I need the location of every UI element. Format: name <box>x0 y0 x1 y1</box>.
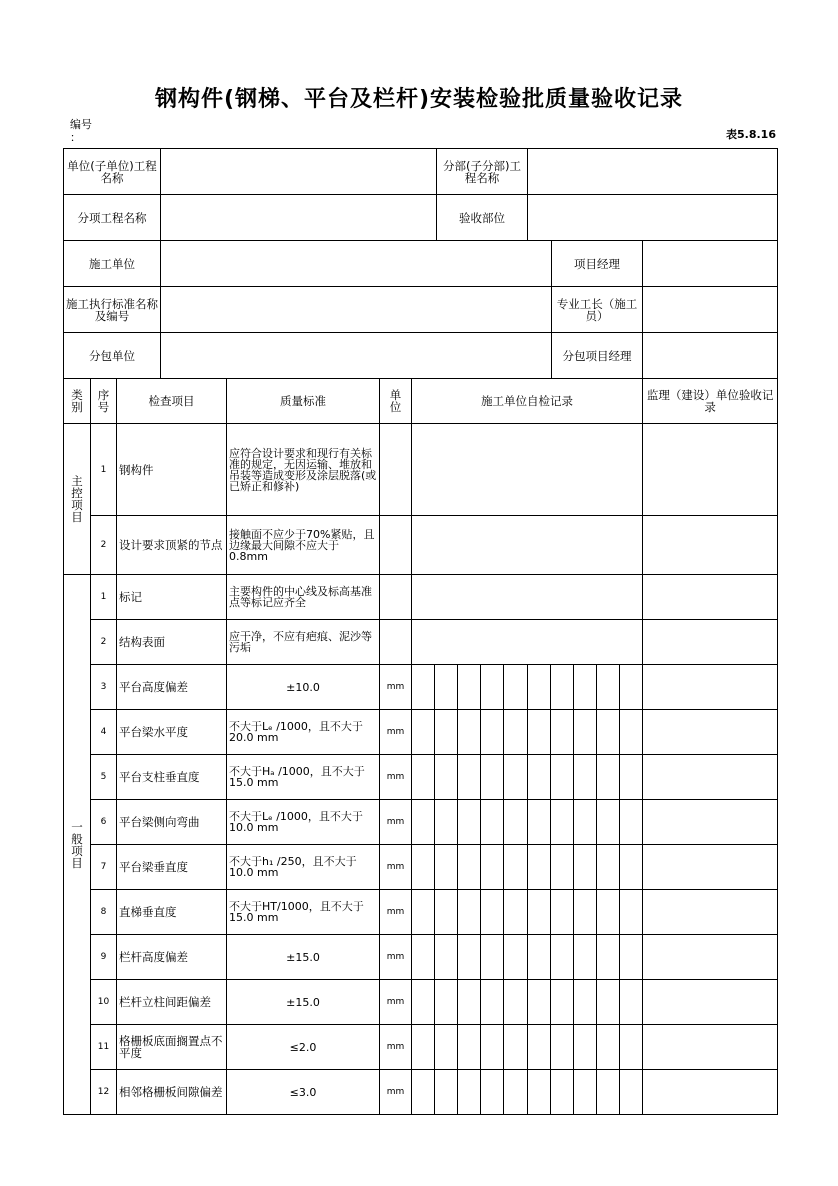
self-check-cell[interactable] <box>620 1070 643 1115</box>
foreman-field[interactable] <box>643 287 778 333</box>
supervision-cell[interactable] <box>643 1070 778 1115</box>
sub-item-field[interactable] <box>161 195 437 241</box>
acceptance-part-label: 验收部位 <box>437 195 528 241</box>
self-check-cell[interactable] <box>574 665 597 710</box>
row-number: 1 <box>91 575 117 620</box>
row-number: 6 <box>91 800 117 845</box>
page-title: 钢构件(钢梯、平台及栏杆)安装检验批质量验收记录 <box>154 87 684 112</box>
self-check-cell[interactable] <box>551 1070 574 1115</box>
self-check-cell[interactable] <box>597 890 620 935</box>
check-item: 设计要求顶紧的节点 <box>117 516 227 575</box>
category-header-text: 类别 <box>71 388 83 414</box>
self-check-cell[interactable] <box>504 755 528 800</box>
self-check-cell[interactable] <box>551 935 574 980</box>
unit-cell <box>380 575 412 620</box>
self-check-cell[interactable] <box>481 710 504 755</box>
row-number: 8 <box>91 890 117 935</box>
standard-label: 施工执行标准名称及编号 <box>64 287 161 333</box>
check-item: 直梯垂直度 <box>117 890 227 935</box>
self-check-cell[interactable] <box>458 845 481 890</box>
self-check-cell[interactable] <box>435 665 458 710</box>
self-check-cell[interactable] <box>574 710 597 755</box>
self-check-cell[interactable] <box>481 800 504 845</box>
self-check-cell[interactable] <box>412 516 643 575</box>
supervision-cell[interactable] <box>643 800 778 845</box>
row-number: 12 <box>91 1070 117 1115</box>
check-item: 平台支柱垂直度 <box>117 755 227 800</box>
unit-header <box>380 379 412 424</box>
self-check-cell[interactable] <box>574 755 597 800</box>
unit-cell: mm <box>380 710 412 755</box>
quality-standard: 应干净，不应有疤痕、泥沙等污垢 <box>227 620 380 665</box>
check-item: 栏杆高度偏差 <box>117 935 227 980</box>
self-check-cell[interactable] <box>574 800 597 845</box>
table-row <box>64 1025 778 1070</box>
code-colon: ： <box>70 131 81 144</box>
self-check-cell[interactable] <box>435 755 458 800</box>
self-check-cell[interactable] <box>458 980 481 1025</box>
self-check-cell[interactable] <box>528 1070 551 1115</box>
table-row <box>64 755 778 800</box>
table-row <box>64 665 778 710</box>
sub-manager-label: 分包项目经理 <box>552 333 643 379</box>
self-check-cell[interactable] <box>620 935 643 980</box>
self-check-cell[interactable] <box>481 1025 504 1070</box>
acceptance-part-field[interactable] <box>528 195 778 241</box>
unit-cell: mm <box>380 980 412 1025</box>
self-check-cell[interactable] <box>435 980 458 1025</box>
self-check-cell[interactable] <box>597 845 620 890</box>
self-check-cell[interactable] <box>574 980 597 1025</box>
self-check-cell[interactable] <box>528 1025 551 1070</box>
check-item: 钢构件 <box>117 424 227 516</box>
self-check-cell[interactable] <box>435 800 458 845</box>
quality-standard: 主要构件的中心线及标高基准点等标记应齐全 <box>227 575 380 620</box>
self-check-cell[interactable] <box>435 710 458 755</box>
supervision-cell[interactable] <box>643 845 778 890</box>
unit-cell <box>380 424 412 516</box>
quality-standard: ±15.0 <box>227 980 380 1025</box>
self-check-cell[interactable] <box>597 1070 620 1115</box>
self-check-cell[interactable] <box>435 935 458 980</box>
self-check-cell[interactable] <box>458 710 481 755</box>
self-check-cell[interactable] <box>574 845 597 890</box>
row-number: 11 <box>91 1025 117 1070</box>
row-number: 4 <box>91 710 117 755</box>
check-item: 平台梁侧向弯曲 <box>117 800 227 845</box>
contractor-label: 施工单位 <box>64 241 161 287</box>
supervision-cell[interactable] <box>643 935 778 980</box>
quality-standard: 不大于Lₑ /1000，且不大于10.0 mm <box>227 800 380 845</box>
table-row <box>64 710 778 755</box>
self-check-cell[interactable] <box>620 845 643 890</box>
self-check-cell[interactable] <box>597 665 620 710</box>
self-check-cell[interactable] <box>620 980 643 1025</box>
self-check-cell[interactable] <box>504 890 528 935</box>
project-manager-label: 项目经理 <box>552 241 643 287</box>
self-check-cell[interactable] <box>551 755 574 800</box>
table-row <box>64 890 778 935</box>
self-check-cell[interactable] <box>574 1070 597 1115</box>
self-check-cell[interactable] <box>435 890 458 935</box>
self-check-cell[interactable] <box>458 1070 481 1115</box>
table-number: 表5.8.16 <box>726 128 776 141</box>
contractor-field[interactable] <box>161 241 552 287</box>
self-check-cell[interactable] <box>481 755 504 800</box>
self-check-cell[interactable] <box>574 1025 597 1070</box>
self-check-cell[interactable] <box>597 935 620 980</box>
self-check-cell[interactable] <box>412 845 435 890</box>
unit-cell: mm <box>380 935 412 980</box>
table-row <box>64 800 778 845</box>
self-check-cell[interactable] <box>504 800 528 845</box>
supervision-cell[interactable] <box>643 710 778 755</box>
self-check-cell[interactable] <box>528 710 551 755</box>
column-header-row <box>64 379 778 424</box>
table-row <box>64 845 778 890</box>
self-check-cell[interactable] <box>597 755 620 800</box>
supervision-cell[interactable] <box>643 980 778 1025</box>
self-check-cell[interactable] <box>412 935 435 980</box>
self-check-cell[interactable] <box>435 845 458 890</box>
standard-header: 质量标准 <box>227 379 380 424</box>
table-row <box>64 1070 778 1115</box>
unit-project-label: 单位(子单位)工程名称 <box>64 149 161 195</box>
unit-cell: mm <box>380 1070 412 1115</box>
unit-project-field[interactable] <box>161 149 437 195</box>
self-check-cell[interactable] <box>412 890 435 935</box>
project-manager-field[interactable] <box>643 241 778 287</box>
unit-cell: mm <box>380 800 412 845</box>
self-check-cell[interactable] <box>551 1025 574 1070</box>
self-check-cell[interactable] <box>504 665 528 710</box>
self-check-cell[interactable] <box>412 1025 435 1070</box>
check-item: 栏杆立柱间距偏差 <box>117 980 227 1025</box>
division-field[interactable] <box>528 149 778 195</box>
self-check-cell[interactable] <box>528 845 551 890</box>
unit-cell <box>380 516 412 575</box>
self-check-cell[interactable] <box>551 845 574 890</box>
self-check-cell[interactable] <box>435 1025 458 1070</box>
self-check-cell[interactable] <box>504 710 528 755</box>
quality-standard: ±15.0 <box>227 935 380 980</box>
self-check-cell[interactable] <box>412 755 435 800</box>
table-row <box>64 575 778 620</box>
subcontractor-field[interactable] <box>161 333 552 379</box>
main-category-label: 主控项目 <box>71 474 83 524</box>
self-check-cell[interactable] <box>412 800 435 845</box>
no-header <box>91 379 117 424</box>
self-check-cell[interactable] <box>574 890 597 935</box>
project-info-table <box>63 148 778 379</box>
self-check-cell[interactable] <box>528 800 551 845</box>
check-item: 平台高度偏差 <box>117 665 227 710</box>
self-check-cell[interactable] <box>412 710 435 755</box>
table-row <box>64 424 778 516</box>
main-category-cell <box>64 424 91 575</box>
self-check-cell[interactable] <box>528 935 551 980</box>
self-check-cell[interactable] <box>504 1070 528 1115</box>
self-check-cell[interactable] <box>412 620 643 665</box>
row-number: 1 <box>91 424 117 516</box>
unit-cell: mm <box>380 665 412 710</box>
supervision-cell[interactable] <box>643 620 778 665</box>
self-check-cell[interactable] <box>528 890 551 935</box>
self-check-cell[interactable] <box>597 1025 620 1070</box>
self-check-cell[interactable] <box>620 1025 643 1070</box>
self-check-cell[interactable] <box>504 1025 528 1070</box>
self-check-cell[interactable] <box>481 665 504 710</box>
row-number: 2 <box>91 620 117 665</box>
self-check-cell[interactable] <box>458 665 481 710</box>
foreman-label: 专业工长（施工员） <box>552 287 643 333</box>
supervision-cell[interactable] <box>643 424 778 516</box>
no-header-text: 序号 <box>97 388 110 414</box>
unit-cell <box>380 620 412 665</box>
quality-standard: ≤2.0 <box>227 1025 380 1070</box>
supervision-header: 监理（建设）单位验收记录 <box>643 379 778 424</box>
quality-standard: ≤3.0 <box>227 1070 380 1115</box>
unit-cell: mm <box>380 755 412 800</box>
self-check-cell[interactable] <box>504 935 528 980</box>
self-check-cell[interactable] <box>620 800 643 845</box>
unit-cell: mm <box>380 890 412 935</box>
self-check-cell[interactable] <box>574 935 597 980</box>
table-row <box>64 980 778 1025</box>
quality-standard: 不大于Lₑ /1000，且不大于20.0 mm <box>227 710 380 755</box>
self-check-cell[interactable] <box>551 665 574 710</box>
self-check-cell[interactable] <box>551 980 574 1025</box>
supervision-cell[interactable] <box>643 890 778 935</box>
self-check-cell[interactable] <box>528 665 551 710</box>
table-row <box>64 935 778 980</box>
row-number: 2 <box>91 516 117 575</box>
self-check-cell[interactable] <box>551 800 574 845</box>
self-check-header: 施工单位自检记录 <box>412 379 643 424</box>
unit-cell: mm <box>380 845 412 890</box>
quality-standard: 不大于h₁ /250，且不大于10.0 mm <box>227 845 380 890</box>
subcontractor-label: 分包单位 <box>64 333 161 379</box>
check-item: 平台梁垂直度 <box>117 845 227 890</box>
self-check-cell[interactable] <box>481 890 504 935</box>
self-check-cell[interactable] <box>597 800 620 845</box>
supervision-cell[interactable] <box>643 755 778 800</box>
table-row <box>64 620 778 665</box>
self-check-cell[interactable] <box>551 890 574 935</box>
row-number: 9 <box>91 935 117 980</box>
self-check-cell[interactable] <box>481 980 504 1025</box>
check-item: 标记 <box>117 575 227 620</box>
category-header <box>64 379 91 424</box>
self-check-cell[interactable] <box>551 710 574 755</box>
quality-standard: 不大于Hₐ /1000，且不大于15.0 mm <box>227 755 380 800</box>
self-check-cell[interactable] <box>458 1025 481 1070</box>
row-number: 5 <box>91 755 117 800</box>
supervision-cell[interactable] <box>643 575 778 620</box>
self-check-cell[interactable] <box>412 575 643 620</box>
self-check-cell[interactable] <box>481 845 504 890</box>
self-check-cell[interactable] <box>435 1070 458 1115</box>
check-item: 相邻格栅板间隙偏差 <box>117 1070 227 1115</box>
self-check-cell[interactable] <box>481 1070 504 1115</box>
self-check-cell[interactable] <box>458 755 481 800</box>
item-header: 检查项目 <box>117 379 227 424</box>
code-label: 编号 <box>70 118 92 131</box>
quality-standard: 应符合设计要求和现行有关标准的规定，无因运输、堆放和吊装等造成变形及涂层脱落(或已矫正和修补) <box>227 424 380 516</box>
self-check-cell[interactable] <box>597 980 620 1025</box>
division-label: 分部(子分部)工程名称 <box>437 149 528 195</box>
unit-cell: mm <box>380 1025 412 1070</box>
general-category-label: 一般项目 <box>71 819 83 870</box>
self-check-cell[interactable] <box>504 845 528 890</box>
self-check-cell[interactable] <box>412 424 643 516</box>
sub-item-label: 分项工程名称 <box>64 195 161 241</box>
row-number: 10 <box>91 980 117 1025</box>
sub-manager-field[interactable] <box>643 333 778 379</box>
self-check-cell[interactable] <box>528 980 551 1025</box>
self-check-cell[interactable] <box>620 755 643 800</box>
quality-standard: 接触面不应少于70%紧贴，且边缘最大间隙不应大于0.8mm <box>227 516 380 575</box>
self-check-cell[interactable] <box>458 890 481 935</box>
supervision-cell[interactable] <box>643 1025 778 1070</box>
record-number-label <box>70 118 92 144</box>
self-check-cell[interactable] <box>620 890 643 935</box>
check-item: 结构表面 <box>117 620 227 665</box>
self-check-cell[interactable] <box>620 710 643 755</box>
self-check-cell[interactable] <box>458 800 481 845</box>
self-check-cell[interactable] <box>412 1070 435 1115</box>
self-check-cell[interactable] <box>528 755 551 800</box>
inspection-table <box>63 378 778 1115</box>
self-check-cell[interactable] <box>412 665 435 710</box>
supervision-cell[interactable] <box>643 665 778 710</box>
row-number: 3 <box>91 665 117 710</box>
self-check-cell[interactable] <box>412 980 435 1025</box>
general-category-cell <box>64 575 91 1115</box>
row-number: 7 <box>91 845 117 890</box>
self-check-cell[interactable] <box>504 980 528 1025</box>
self-check-cell[interactable] <box>597 710 620 755</box>
unit-header-text: 单位 <box>389 388 402 414</box>
supervision-cell[interactable] <box>643 516 778 575</box>
check-item: 平台梁水平度 <box>117 710 227 755</box>
check-item: 格栅板底面搁置点不平度 <box>117 1025 227 1070</box>
self-check-cell[interactable] <box>458 935 481 980</box>
standard-field[interactable] <box>161 287 552 333</box>
self-check-cell[interactable] <box>620 665 643 710</box>
self-check-cell[interactable] <box>481 935 504 980</box>
quality-standard: ±10.0 <box>227 665 380 710</box>
table-row <box>64 516 778 575</box>
quality-standard: 不大于HT/1000，且不大于15.0 mm <box>227 890 380 935</box>
